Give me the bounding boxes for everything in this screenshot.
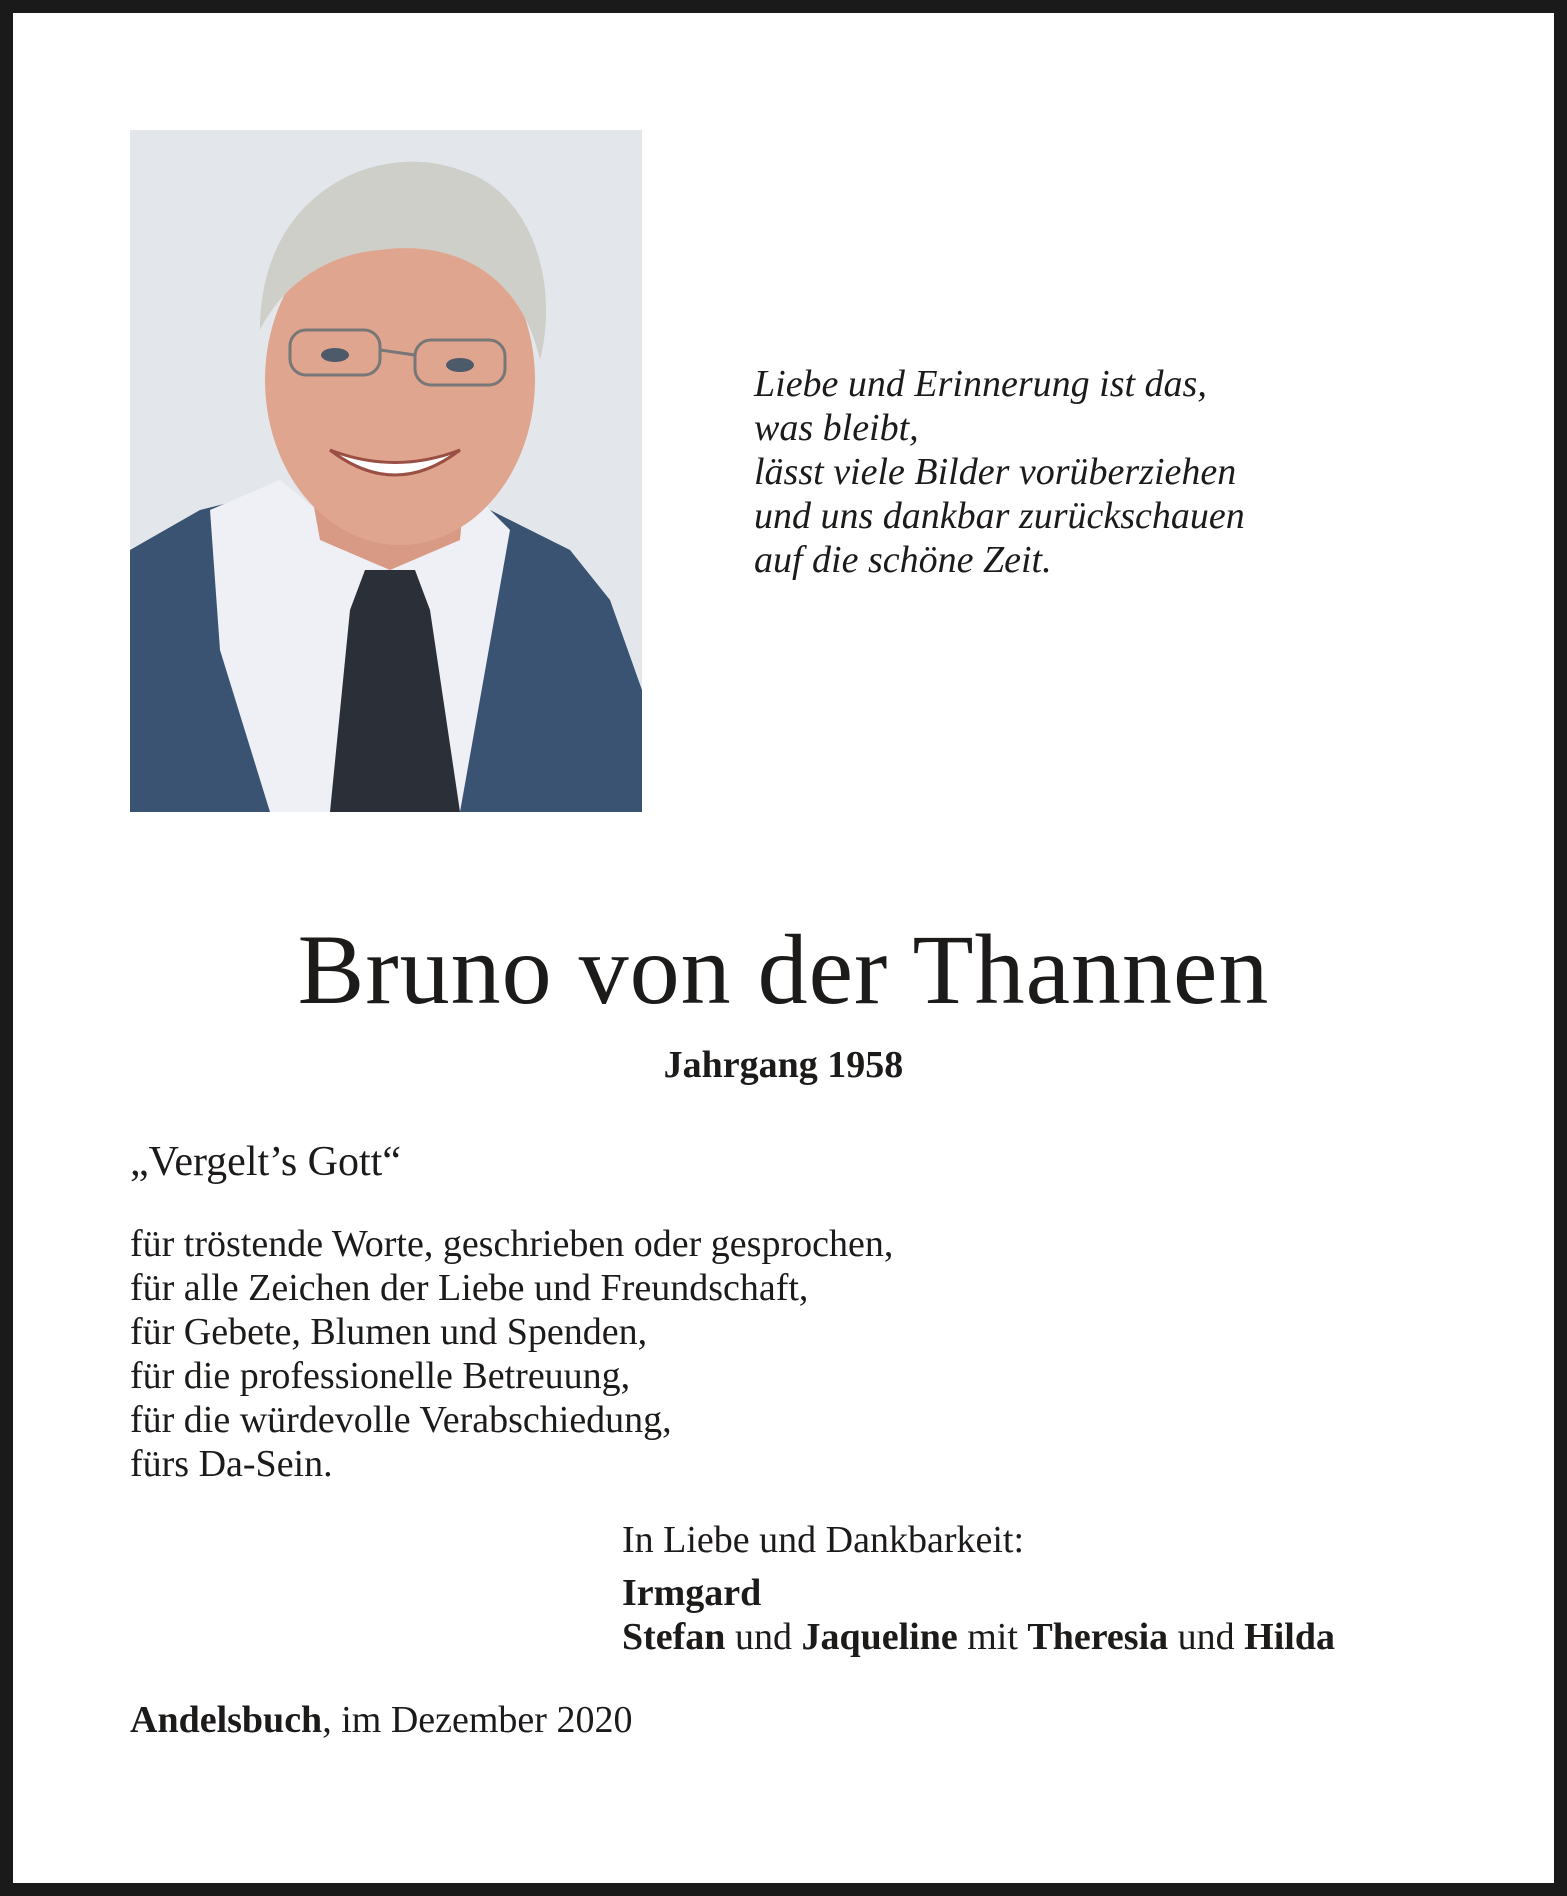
- signature-line-2: [622, 1615, 1335, 1659]
- place-date: [130, 1698, 632, 1742]
- date-text: , im Dezember 2020: [322, 1699, 633, 1741]
- signature-intro: In Liebe und Dankbarkeit:: [622, 1519, 1025, 1561]
- thanks-line: fürs Da-Sein.: [130, 1443, 333, 1485]
- signer-name: Hilda: [1244, 1616, 1335, 1658]
- portrait-illustration: [130, 130, 642, 812]
- thanks-line: für Gebete, Blumen und Spenden,: [130, 1311, 648, 1353]
- signer-name: Stefan: [622, 1616, 726, 1658]
- thanks-line: für alle Zeichen der Liebe und Freundschaft,: [130, 1267, 809, 1309]
- thanks-line: für die würdevolle Verabschiedung,: [130, 1399, 672, 1441]
- poem-line: Liebe und Erinnerung ist das,: [754, 363, 1207, 405]
- poem-line: und uns dankbar zurückschauen: [754, 495, 1245, 537]
- signature-connector: mit: [957, 1616, 1028, 1658]
- signer-name: Irmgard: [622, 1572, 762, 1614]
- thanks-list: [130, 1222, 1130, 1486]
- thanks-line: für die professionelle Betreuung,: [130, 1355, 631, 1397]
- poem-line: was bleibt,: [754, 407, 919, 449]
- poem: [754, 362, 1474, 582]
- thanks-heading: „Vergelt’s Gott“: [130, 1139, 401, 1185]
- portrait-photo: [130, 130, 642, 812]
- signature-line-1: [622, 1571, 1335, 1615]
- deceased-name: Bruno von der Thannen: [297, 914, 1270, 1025]
- signer-name: Jaqueline: [801, 1616, 958, 1658]
- birth-year: Jahrgang 1958: [663, 1044, 904, 1086]
- signature-connector: und: [725, 1616, 802, 1658]
- poem-line: lässt viele Bilder vorüberziehen: [754, 451, 1237, 493]
- signature-connector: und: [1168, 1616, 1245, 1658]
- signature-names: [622, 1571, 1335, 1659]
- signer-name: Theresia: [1027, 1616, 1169, 1658]
- place-name: Andelsbuch: [130, 1699, 323, 1741]
- thanks-line: für tröstende Worte, geschrieben oder gesprochen,: [130, 1223, 894, 1265]
- poem-line: auf die schöne Zeit.: [754, 539, 1052, 581]
